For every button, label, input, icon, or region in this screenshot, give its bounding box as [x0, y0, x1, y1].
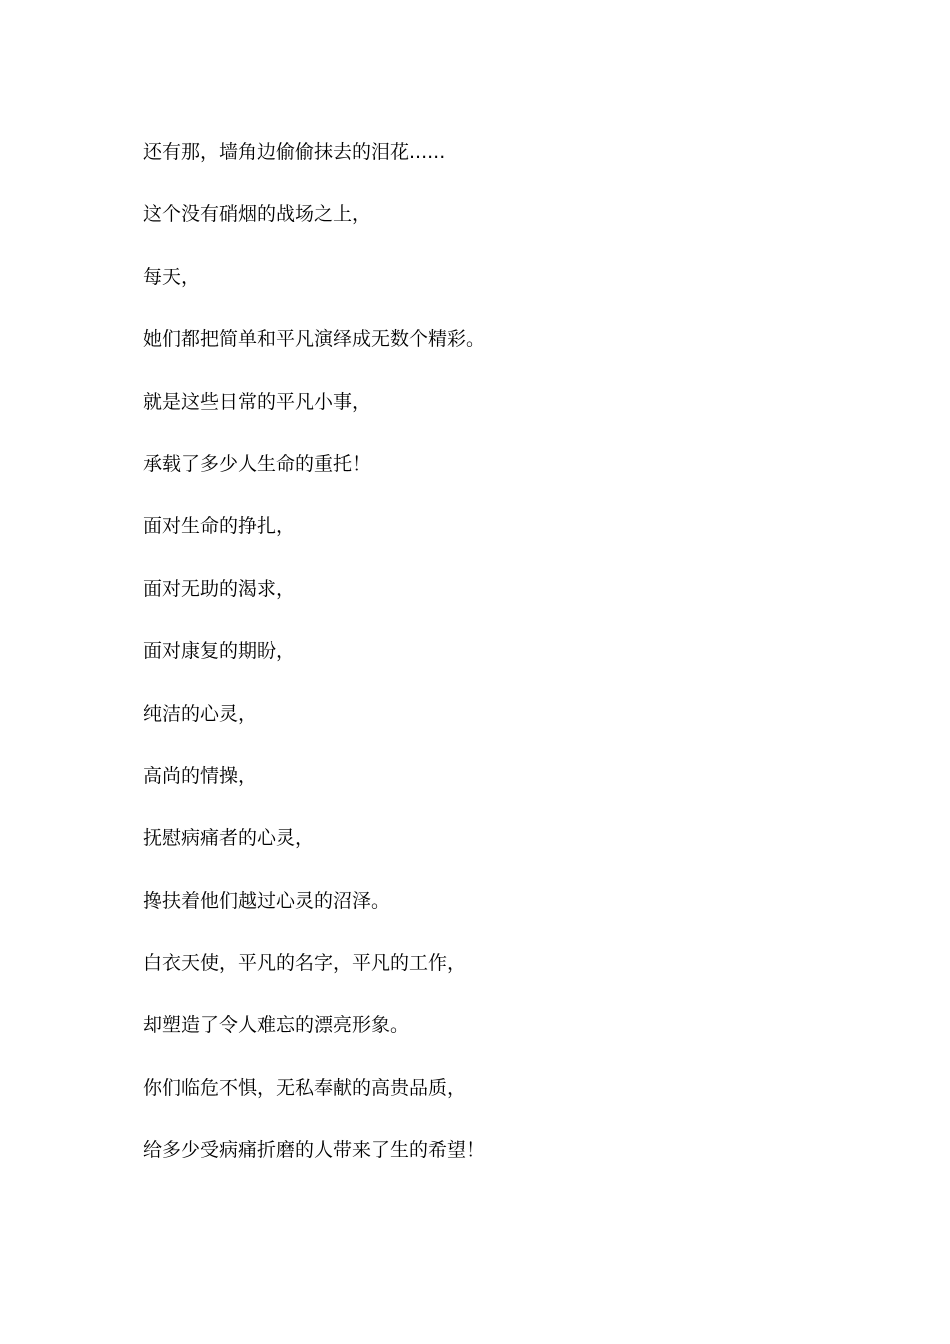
text-line: 承载了多少人生命的重托！ — [143, 452, 372, 475]
text-line: 还有那，墙角边偷偷抹去的泪花...... — [143, 141, 446, 163]
text-line: 你们临危不惧，无私奉献的高贵品质， — [143, 1076, 467, 1099]
text-line: 面对生命的挣扎， — [143, 515, 296, 538]
text-line: 每天， — [143, 265, 201, 288]
text-line: 这个没有硝烟的战场之上， — [143, 203, 372, 226]
text-line: 却塑造了令人难忘的漂亮形象。 — [143, 1014, 410, 1037]
text-line: 白衣天使，平凡的名字，平凡的工作， — [143, 952, 467, 975]
text-line: 纯洁的心灵， — [143, 702, 258, 725]
text-line: 抚慰病痛者的心灵， — [143, 827, 315, 850]
text-line: 她们都把简单和平凡演绎成无数个精彩。 — [143, 328, 486, 351]
text-line: 面对康复的期盼， — [143, 640, 296, 663]
text-line: 高尚的情操， — [143, 764, 258, 787]
poem-text-block — [143, 138, 843, 1199]
text-line: 给多少受病痛折磨的人带来了生的希望！ — [143, 1139, 486, 1162]
text-line: 搀扶着他们越过心灵的沼泽。 — [143, 889, 391, 912]
text-line: 面对无助的渴求， — [143, 577, 296, 600]
text-line: 就是这些日常的平凡小事， — [143, 390, 372, 413]
